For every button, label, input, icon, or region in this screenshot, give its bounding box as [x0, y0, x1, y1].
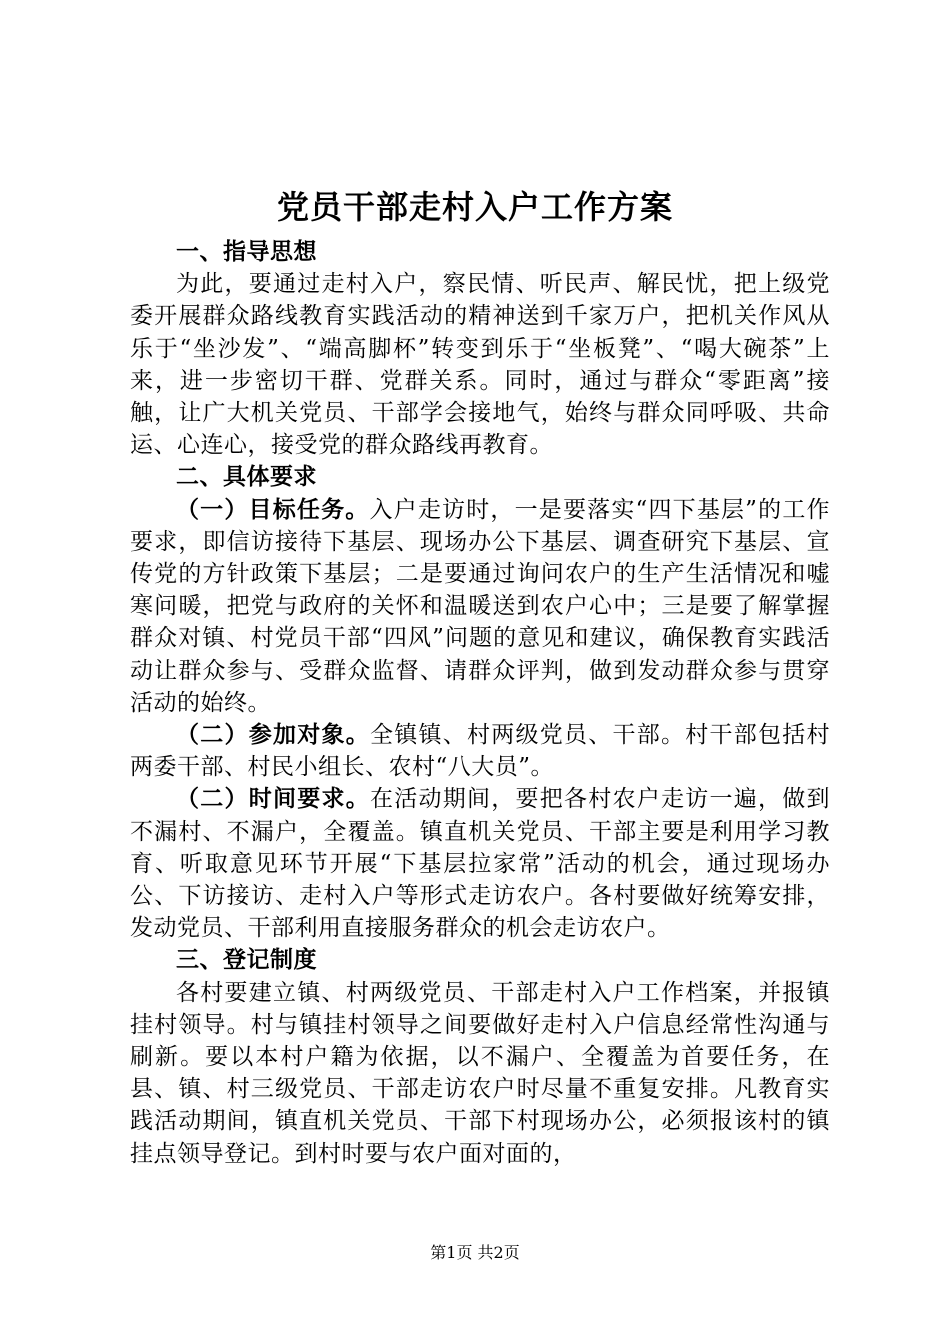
paragraph	[130, 783, 830, 944]
paragraph	[130, 719, 830, 783]
paragraph: 各村要建立镇、村两级党员、干部走村入户工作档案，并报镇挂村领导。村与镇挂村领导之间要做好走村入户信息经常性沟通与刷新。要以本村户籍为依据，以不漏户、全覆盖为首要任务，在县、镇、村三级党员、干部走访农户时尽量不重复安排。凡教育实践活动期间，镇直机关党员、干部下村现场办公，必须报该村的镇挂点领导登记。到村时要与农户面对面的，	[130, 979, 830, 1167]
section-heading: 三、登记制度	[176, 946, 317, 974]
item-lead: （一）目标任务。	[176, 495, 370, 523]
item-text: 全镇镇、村两级党员、干部。村干部包括村两委干部、村民小组长、农村“八大员”。	[130, 722, 830, 781]
page-number: 第1页 共2页	[430, 1243, 520, 1262]
item-text: 入户走访时，一是要落实“四下基层”的工作要求，即信访接待下基层、现场办公下基层、调查研究下基层、宣传党的方针政策下基层；二是要通过询问农户的生产生活情况和嘘寒问暖，把党与政府的关怀和温暖送到农户心中；三是要了解掌握群众对镇、村党员干部“四风”问题的意见和建议，确保教育实践活动让群众参与、受群众监督、请群众评判，做到发动群众参与贯穿活动的始终。	[130, 496, 830, 716]
item-lead: （二）参加对象。	[176, 721, 370, 749]
document-title: 党员干部走村入户工作方案	[276, 188, 673, 226]
section-heading: 一、指导思想	[176, 238, 317, 265]
paragraph	[130, 494, 830, 719]
paragraph: 为此，要通过走村入户，察民情、听民声、解民忧，把上级党委开展群众路线教育实践活动的精神送到千家万户，把机关作风从乐于“坐沙发”、“端高脚杯”转变到乐于“坐板凳”、“喝大碗茶”上来，进一步密切干群、党群关系。同时，通过与群众“零距离”接触，让广大机关党员、干部学会接地气，始终与群众同呼吸、共命运、心连心，接受党的群众路线再教育。	[130, 271, 830, 459]
document-body	[130, 236, 830, 1170]
section-heading: 二、具体要求	[176, 463, 317, 491]
item-lead: （二）时间要求。	[176, 785, 370, 813]
item-text: 在活动期间，要把各村农户走访一遍，做到不漏村、不漏户，全覆盖。镇直机关党员、干部主要是利用学习教育、听取意见环节开展“下基层拉家常”活动的机会，通过现场办公、下访接访、走村入户等形式走访农户。各村要做好统筹安排，发动党员、干部利用直接服务群众的机会走访农户。	[130, 786, 830, 942]
